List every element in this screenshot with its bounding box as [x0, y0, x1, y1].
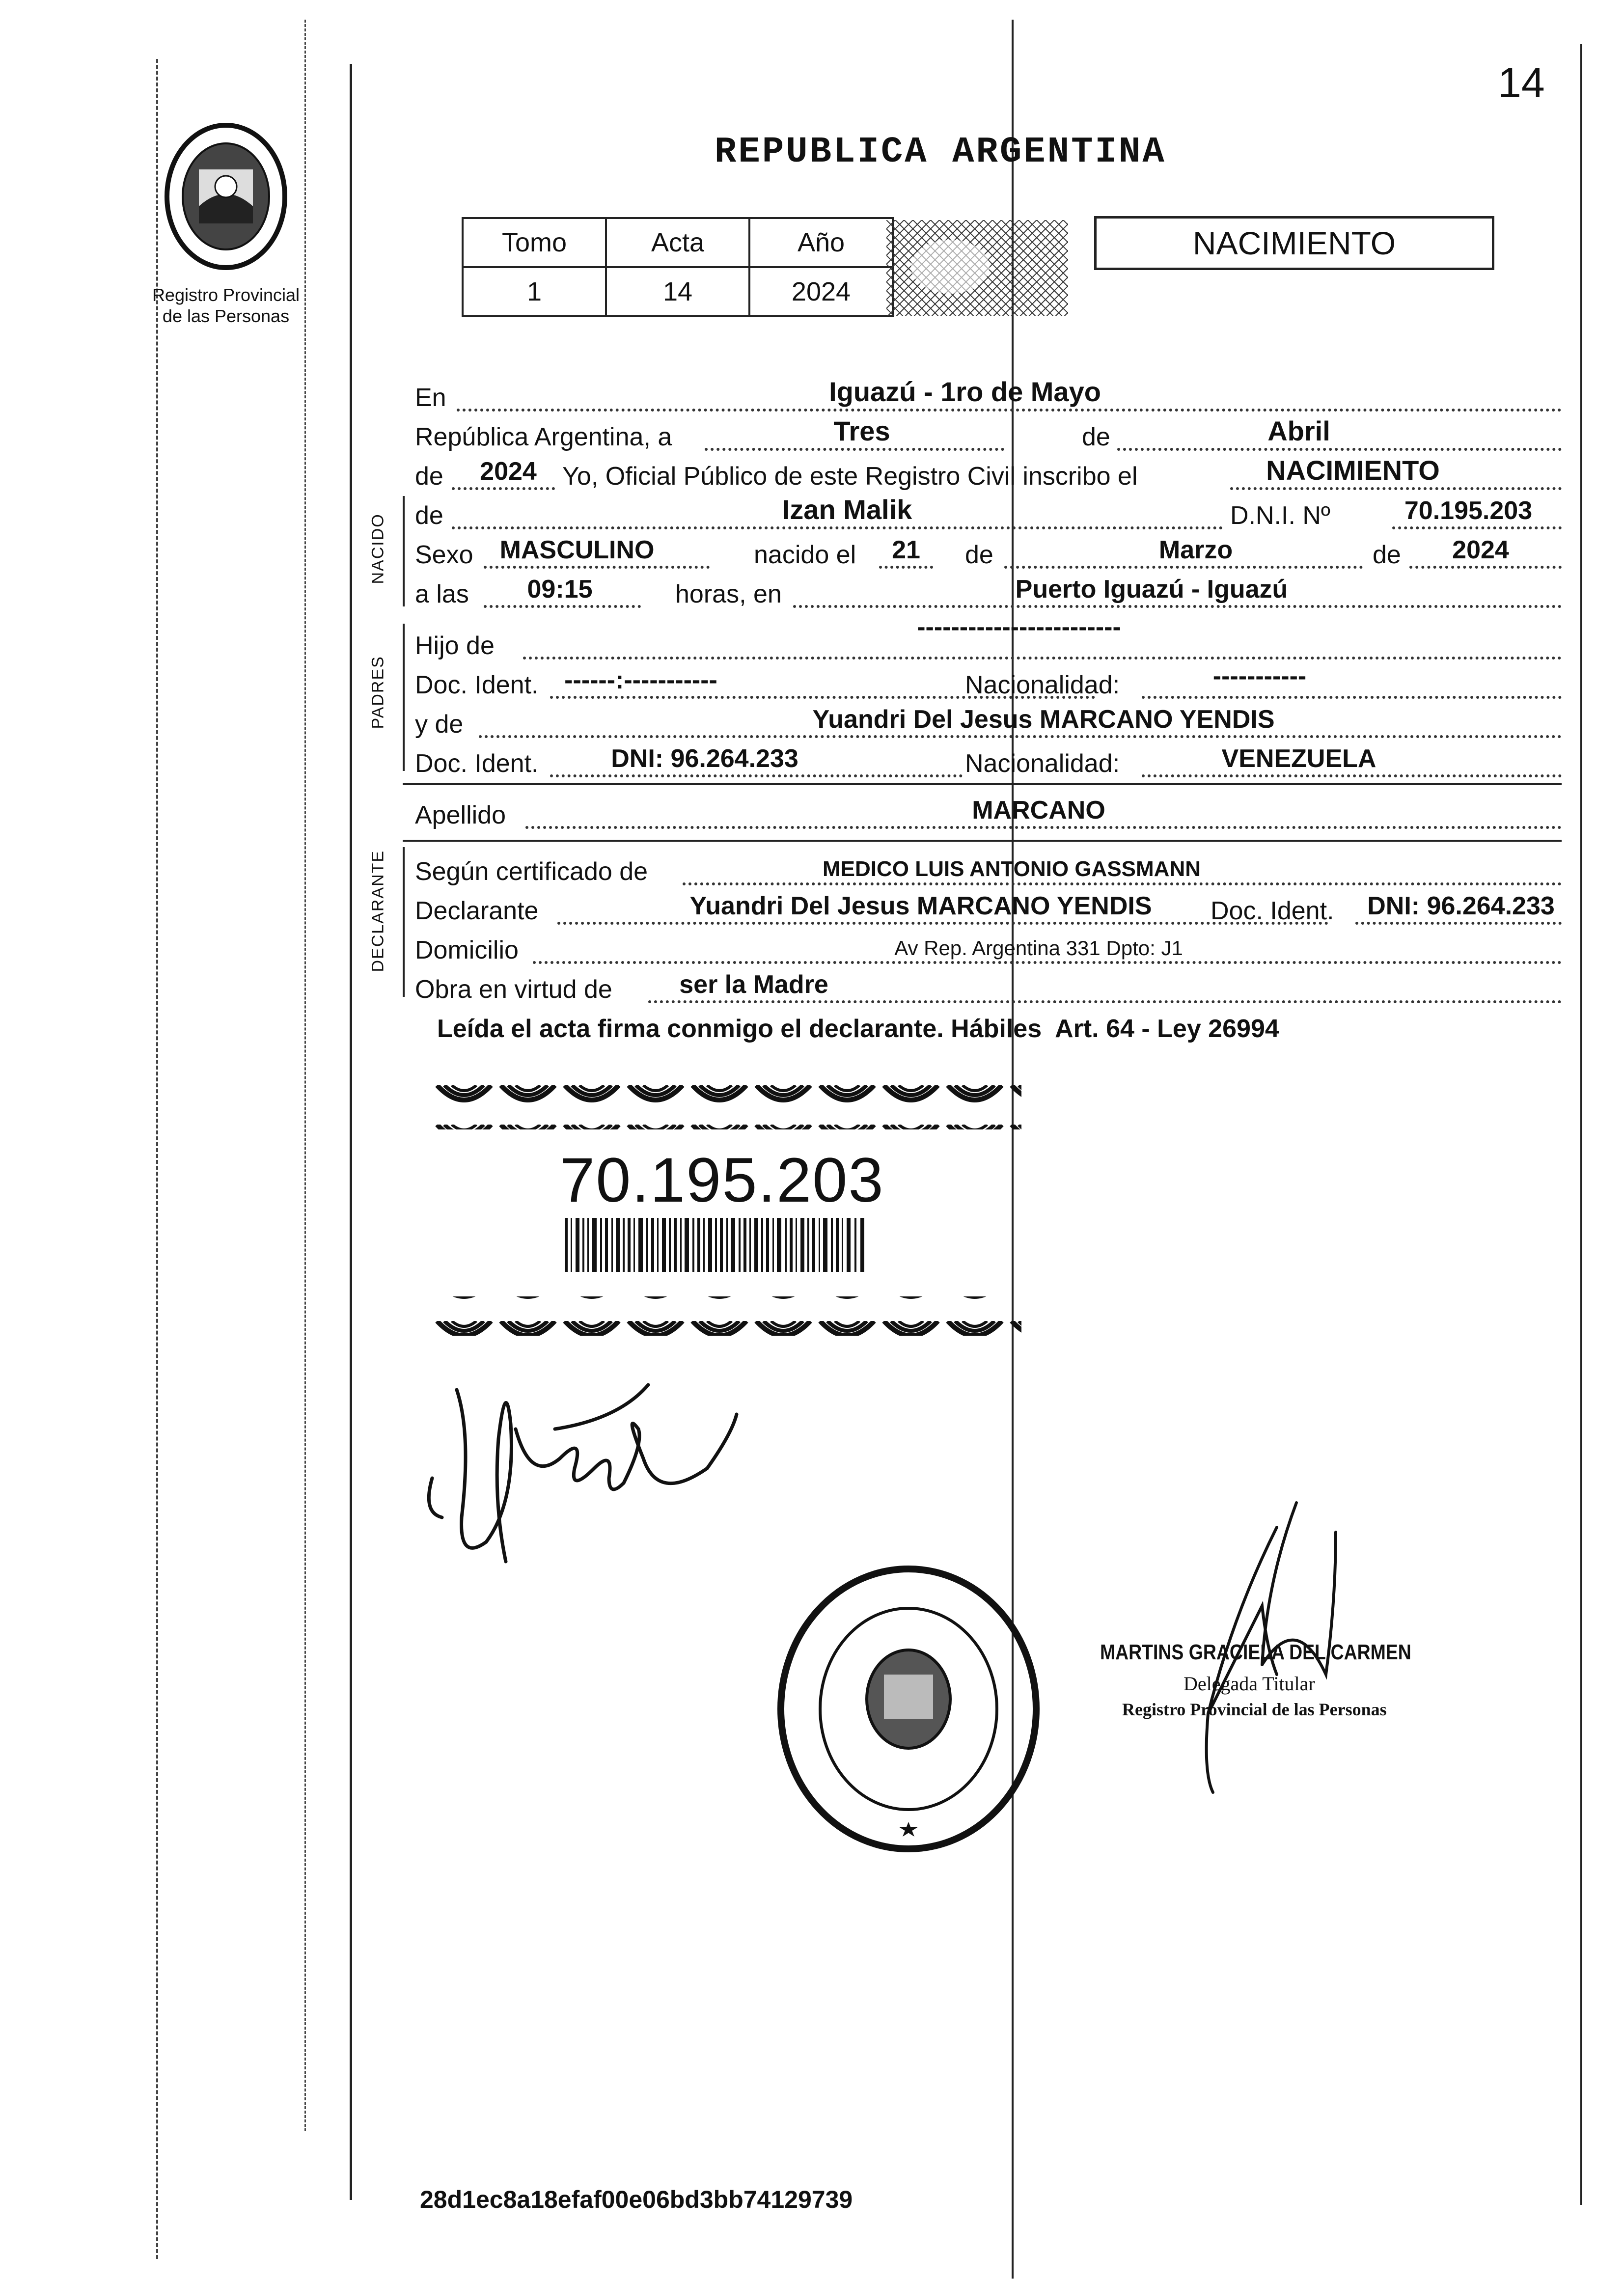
header-tomo: Tomo: [463, 218, 606, 267]
label-hijo-de: Hijo de: [415, 632, 495, 660]
header-anio: Año: [749, 218, 893, 267]
label-nacionalidad: Nacionalidad:: [965, 671, 1120, 699]
value-en: Iguazú - 1ro de Mayo: [829, 376, 1101, 407]
label-nacionalidad2: Nacionalidad:: [965, 749, 1120, 778]
dotted-line: [457, 409, 1562, 412]
logo-caption-line1: Registro Provincial: [152, 285, 300, 305]
dotted-line: [793, 605, 1562, 608]
official-office: Registro Provincial de las Personas: [1122, 1700, 1387, 1719]
value-anio: 2024: [749, 267, 893, 316]
row-obra: [415, 965, 1562, 1009]
value-padre-doc: ------:-----------: [564, 666, 717, 694]
document-hash: 28d1ec8a18efaf00e06bd3bb74129739: [420, 2186, 853, 2213]
record-table: [462, 217, 894, 317]
dotted-line: [1004, 566, 1363, 569]
margin-guide-left: [156, 59, 158, 2259]
official-title: Delegada Titular: [1184, 1673, 1315, 1695]
value-madre-doc: DNI: 96.264.233: [611, 744, 798, 773]
label-yo: Yo, Oficial Público de este Registro Civil inscribo el: [562, 462, 1138, 491]
label-nacido-el: nacido el: [754, 541, 856, 569]
province-logo: [160, 123, 292, 280]
label-y-de: y de: [415, 710, 464, 739]
value-hora: 09:15: [527, 575, 593, 604]
label-de4: de: [1373, 541, 1401, 569]
value-declarante: Yuandri Del Jesus MARCANO YENDIS: [689, 892, 1152, 920]
dotted-line: [1230, 487, 1562, 490]
label-de3: de: [965, 541, 993, 569]
value-birth-month: Marzo: [1158, 536, 1233, 564]
record-type-box: [1094, 216, 1494, 270]
label-de2: de: [415, 462, 443, 491]
value-acta: 14: [606, 267, 749, 316]
label-apellido: Apellido: [415, 801, 506, 829]
declarante-bracket: [403, 847, 405, 997]
dotted-line: [683, 882, 1562, 885]
left-border: [350, 64, 352, 2200]
record-type: NACIMIENTO: [1192, 225, 1396, 261]
declarant-signature: [413, 1355, 746, 1630]
value-declarante-doc: DNI: 96.264.233: [1367, 892, 1555, 920]
dotted-line: [484, 566, 710, 569]
dotted-line: [533, 961, 1562, 964]
value-hijo-de: ------------------------: [917, 613, 1121, 641]
dotted-line: [550, 774, 963, 777]
dotted-line: [705, 448, 1004, 451]
row-certificado: [415, 847, 1562, 891]
row-hora: [415, 570, 1562, 614]
country-title: REPUBLICA ARGENTINA: [715, 132, 1166, 173]
value-madre-nac: VENEZUELA: [1221, 744, 1376, 773]
label-certificado: Según certificado de: [415, 857, 648, 886]
label-horas-en: horas, en: [675, 580, 782, 608]
right-border: [1580, 44, 1582, 2205]
value-padre-nac: -----------: [1212, 662, 1307, 690]
value-madre: Yuandri Del Jesus MARCANO YENDIS: [812, 705, 1275, 734]
section-nacido: NACIDO: [368, 513, 387, 584]
row-inscribo: [415, 452, 1562, 496]
margin-guide-inner: [304, 20, 306, 2131]
label-de-nombre: de: [415, 501, 443, 530]
value-birth-day: 21: [892, 536, 920, 564]
nacido-bracket: [403, 496, 405, 606]
row-en: [415, 373, 1562, 417]
row-apellido: [415, 791, 1562, 835]
label-dni: D.N.I. Nº: [1230, 501, 1330, 530]
dotted-line: [523, 657, 1562, 660]
dotted-line: [484, 605, 641, 608]
dotted-line: [1409, 566, 1562, 569]
value-inscribo: NACIMIENTO: [1266, 455, 1440, 486]
apellido-underline: [403, 840, 1562, 842]
dotted-line: [1392, 526, 1562, 529]
label-doc-ident3: Doc. Ident.: [1211, 897, 1334, 925]
row-padre-doc: [415, 660, 1562, 705]
label-declarante: Declarante: [415, 897, 539, 925]
value-apellido: MARCANO: [972, 796, 1105, 825]
label-de: de: [1082, 423, 1110, 451]
value-obra: ser la Madre: [679, 970, 828, 999]
label-obra: Obra en virtud de: [415, 975, 612, 1004]
page-number: 14: [1498, 59, 1545, 107]
padres-underline: [403, 783, 1562, 785]
header-acta: Acta: [606, 218, 749, 267]
dni-sticker-number: 70.195.203: [560, 1145, 884, 1215]
row-domicilio: [415, 926, 1562, 970]
dotted-line: [479, 735, 1562, 738]
row-republica: [415, 412, 1562, 457]
label-a-las: a las: [415, 580, 469, 608]
value-domicilio: Av Rep. Argentina 331 Dpto: J1: [894, 936, 1183, 960]
dotted-line: [1142, 774, 1562, 777]
value-birth-year: 2024: [1452, 536, 1509, 564]
padres-bracket: [403, 624, 405, 771]
label-domicilio: Domicilio: [415, 936, 519, 964]
value-day-word: Tres: [833, 415, 890, 446]
label-republica: República Argentina, a: [415, 423, 672, 451]
value-year: 2024: [480, 457, 537, 486]
dotted-line: [452, 487, 555, 490]
office-seal: [771, 1562, 1046, 1856]
value-month-word: Abril: [1267, 415, 1330, 446]
value-tomo: 1: [463, 267, 606, 316]
dotted-line: [1142, 696, 1562, 699]
dotted-line: [452, 526, 1223, 529]
dotted-line: [879, 566, 933, 569]
dotted-line: [648, 1000, 1562, 1003]
value-certificado: MEDICO LUIS ANTONIO GASSMANN: [822, 857, 1201, 881]
row-hijo-de: [415, 613, 1562, 665]
value-lugar: Puerto Iguazú - Iguazú: [1015, 575, 1288, 604]
official-name: MARTINS GRACIELA DEL CARMEN: [1100, 1640, 1411, 1664]
label-doc-ident2: Doc. Ident.: [415, 749, 539, 778]
row-sexo: [415, 530, 1562, 575]
value-nombre: Izan Malik: [782, 494, 912, 525]
row-nombre: [415, 491, 1562, 535]
section-declarante: DECLARANTE: [368, 850, 387, 972]
row-y-de: [415, 700, 1562, 744]
dotted-line: [1355, 922, 1562, 925]
dotted-line: [525, 826, 1562, 829]
closing-note: Leída el acta firma conmigo el declarante. Hábiles Art. 64 - Ley 26994: [437, 1015, 1279, 1043]
logo-caption-line2: de las Personas: [162, 306, 290, 326]
row-declarante: [415, 886, 1562, 931]
value-dni: 70.195.203: [1404, 496, 1533, 525]
barcode: [565, 1218, 869, 1272]
label-doc-ident: Doc. Ident.: [415, 671, 539, 699]
label-en: En: [415, 384, 446, 412]
section-padres: PADRES: [368, 656, 387, 729]
dotted-line: [1117, 448, 1562, 451]
label-sexo: Sexo: [415, 541, 473, 569]
row-madre-doc: [415, 739, 1562, 783]
value-sexo: MASCULINO: [499, 536, 655, 564]
security-pattern: [886, 220, 1068, 316]
